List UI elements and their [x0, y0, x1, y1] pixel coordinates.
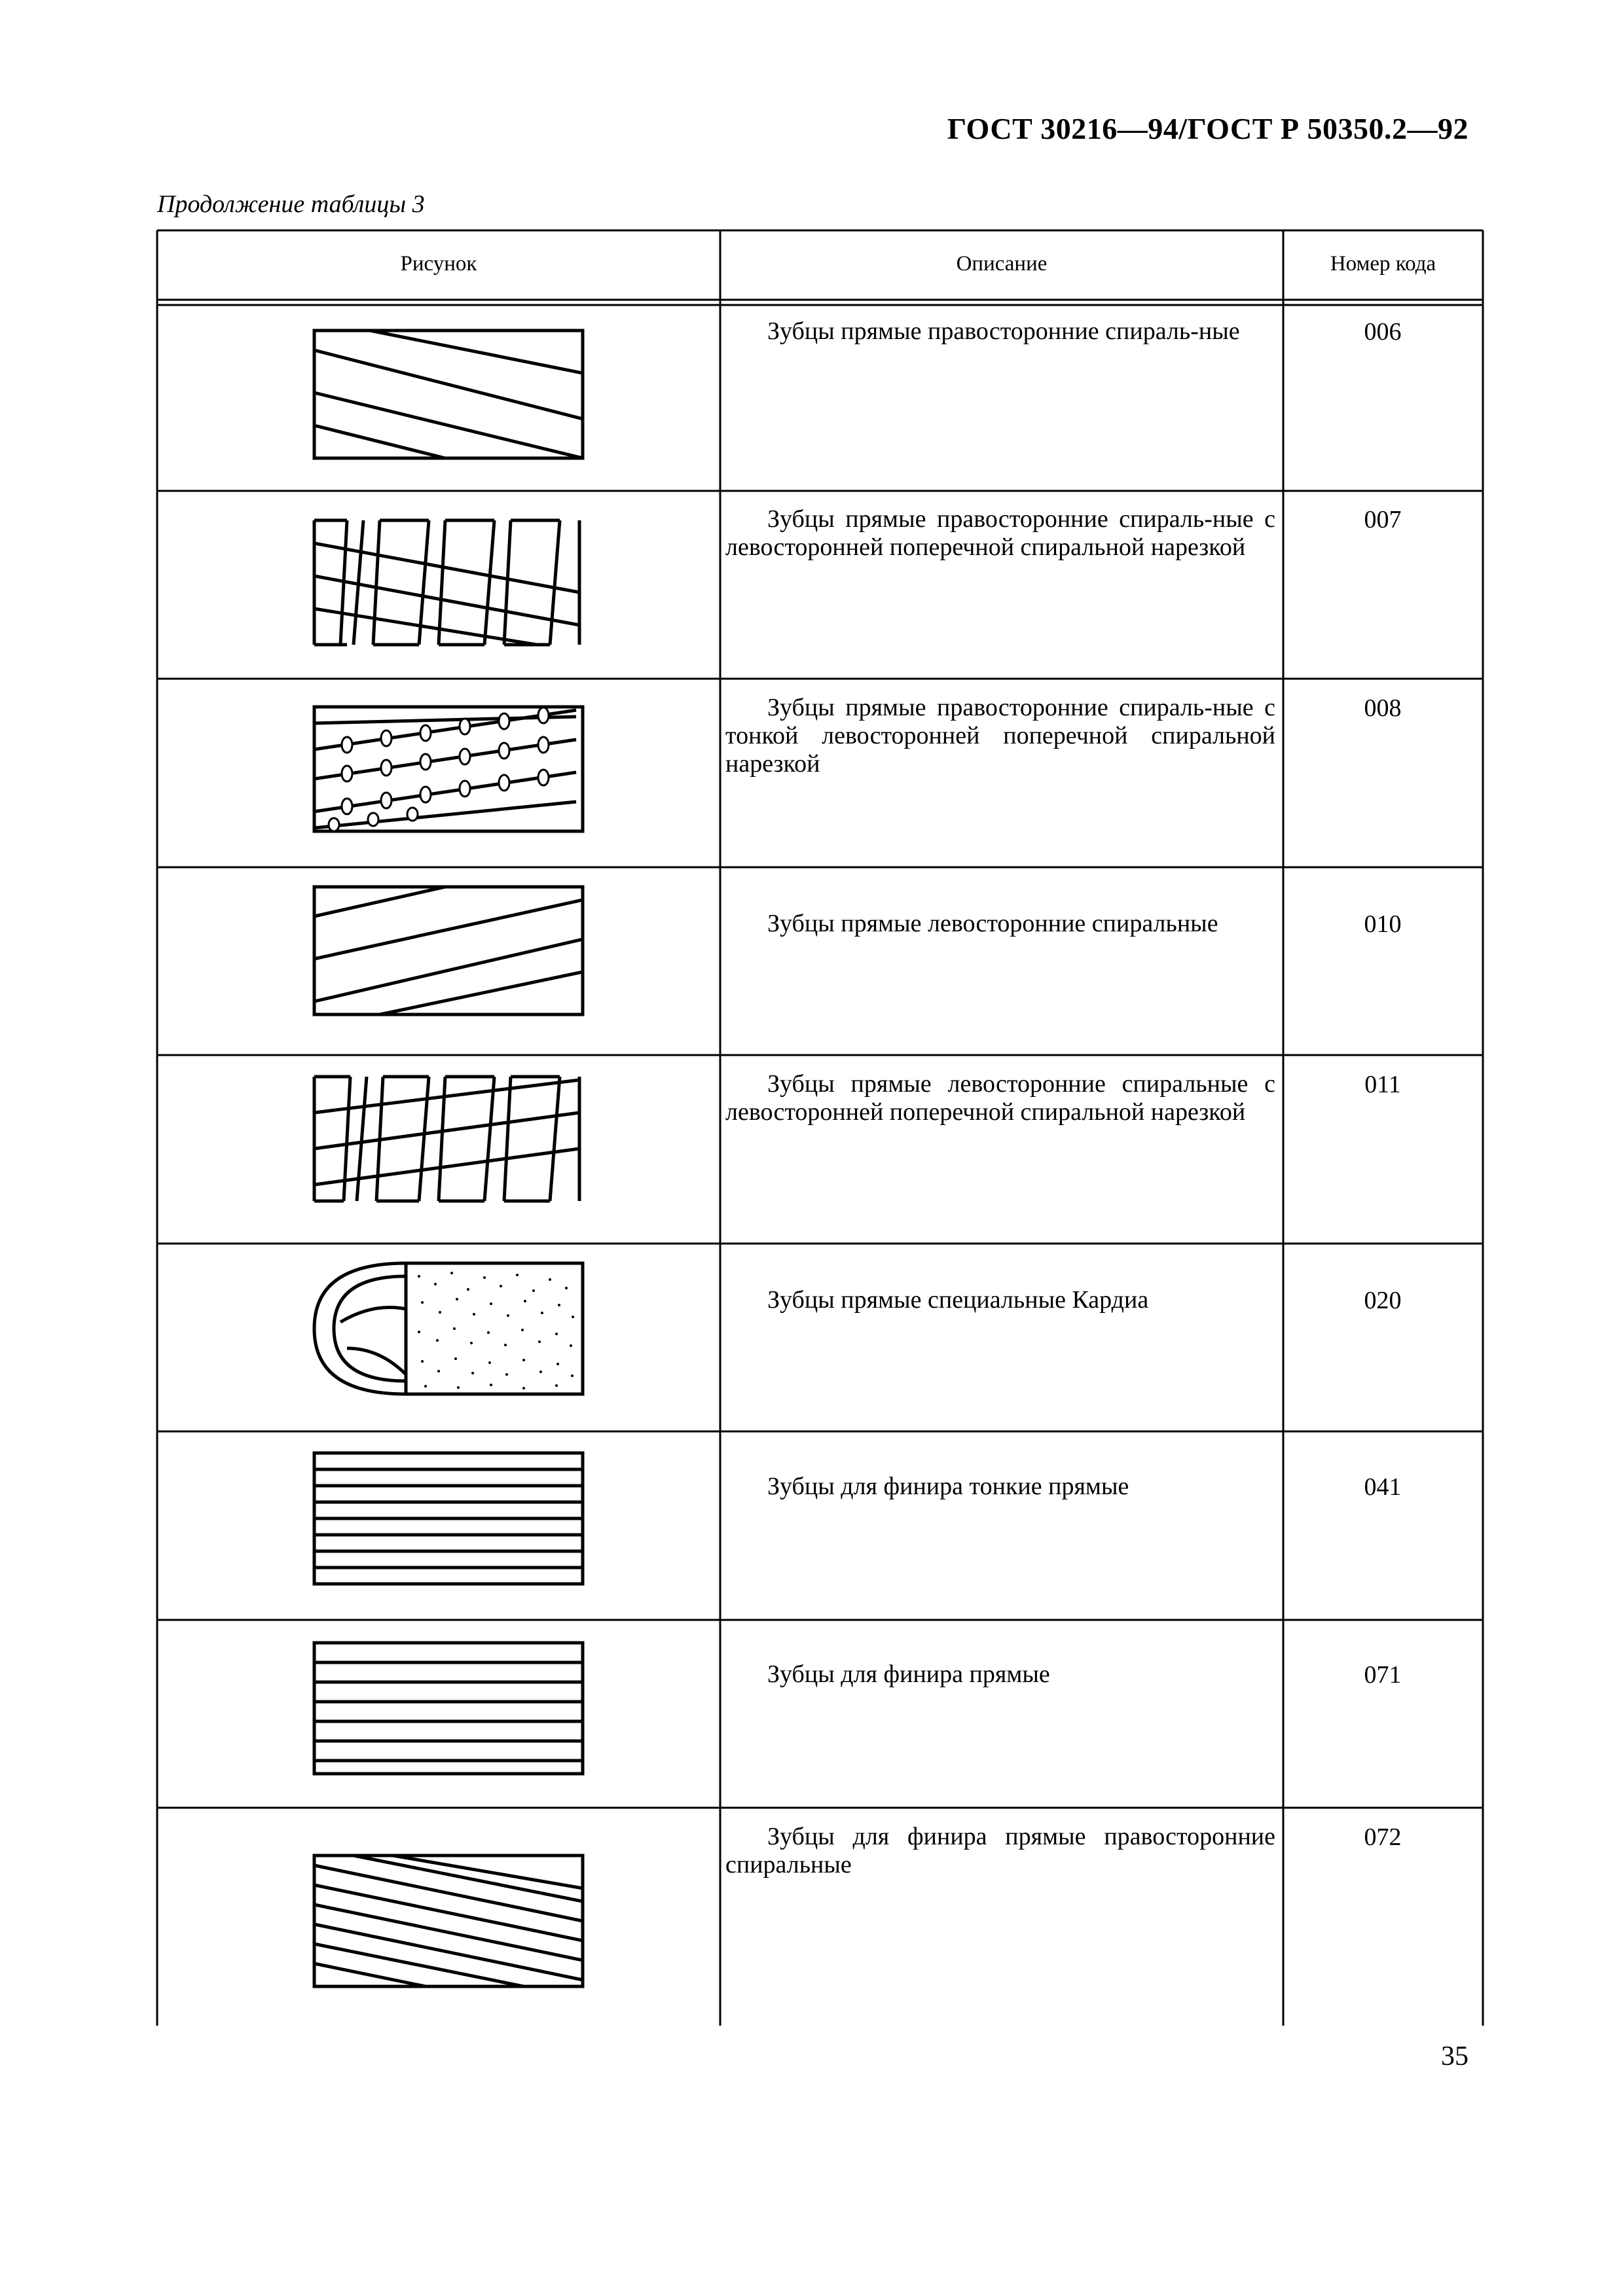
column-header-description: Описание	[956, 252, 1048, 276]
right-spiral-left-crosscut-icon	[314, 520, 579, 645]
table-caption: Продолжение таблицы 3	[157, 190, 425, 218]
row-description: Зубцы прямые левосторонние спиральные с левосторонней поперечной спиральной нарезкой	[725, 1070, 1275, 1126]
straight-finishing-icon	[314, 1643, 583, 1774]
row-description: Зубцы прямые правосторонние спираль-ные с левосторонней поперечной спиральной нарезкой	[725, 505, 1275, 561]
row-description: Зубцы прямые правосторонние спираль-ные	[767, 317, 1240, 345]
cardia-special-icon	[314, 1263, 583, 1394]
document-header: ГОСТ 30216—94/ГОСТ Р 50350.2—92	[947, 112, 1468, 145]
straight-left-spiral-icon	[314, 887, 583, 1014]
row-description: Зубцы для финира прямые	[767, 1660, 1050, 1688]
row-code: 007	[1364, 506, 1402, 533]
left-spiral-left-crosscut-icon	[314, 1077, 579, 1201]
row-description: Зубцы прямые правосторонние спираль-ные с тонкой левосторонней поперечной спиральной нарезкой	[725, 694, 1275, 778]
row-code: 010	[1364, 910, 1402, 938]
row-description: Зубцы прямые специальные Кардиа	[767, 1286, 1149, 1314]
fine-straight-finishing-icon	[314, 1453, 583, 1584]
row-code: 041	[1364, 1473, 1402, 1501]
finishing-right-spiral-icon	[314, 1856, 583, 1986]
column-header-figure: Рисунок	[400, 252, 477, 276]
row-code: 071	[1364, 1661, 1402, 1689]
row-description: Зубцы для финира тонкие прямые	[767, 1473, 1129, 1500]
row-code: 011	[1364, 1071, 1401, 1098]
straight-right-spiral-icon	[314, 331, 583, 458]
row-description: Зубцы для финира прямые правосторонние спиральные	[725, 1823, 1275, 1878]
row-code: 008	[1364, 694, 1402, 722]
page-number: 35	[1441, 2041, 1468, 2072]
row-code: 020	[1364, 1287, 1402, 1314]
row-code: 072	[1364, 1823, 1402, 1851]
row-code: 006	[1364, 318, 1402, 346]
row-description: Зубцы прямые левосторонние спиральные	[767, 910, 1218, 937]
column-header-code: Номер кода	[1330, 252, 1436, 276]
